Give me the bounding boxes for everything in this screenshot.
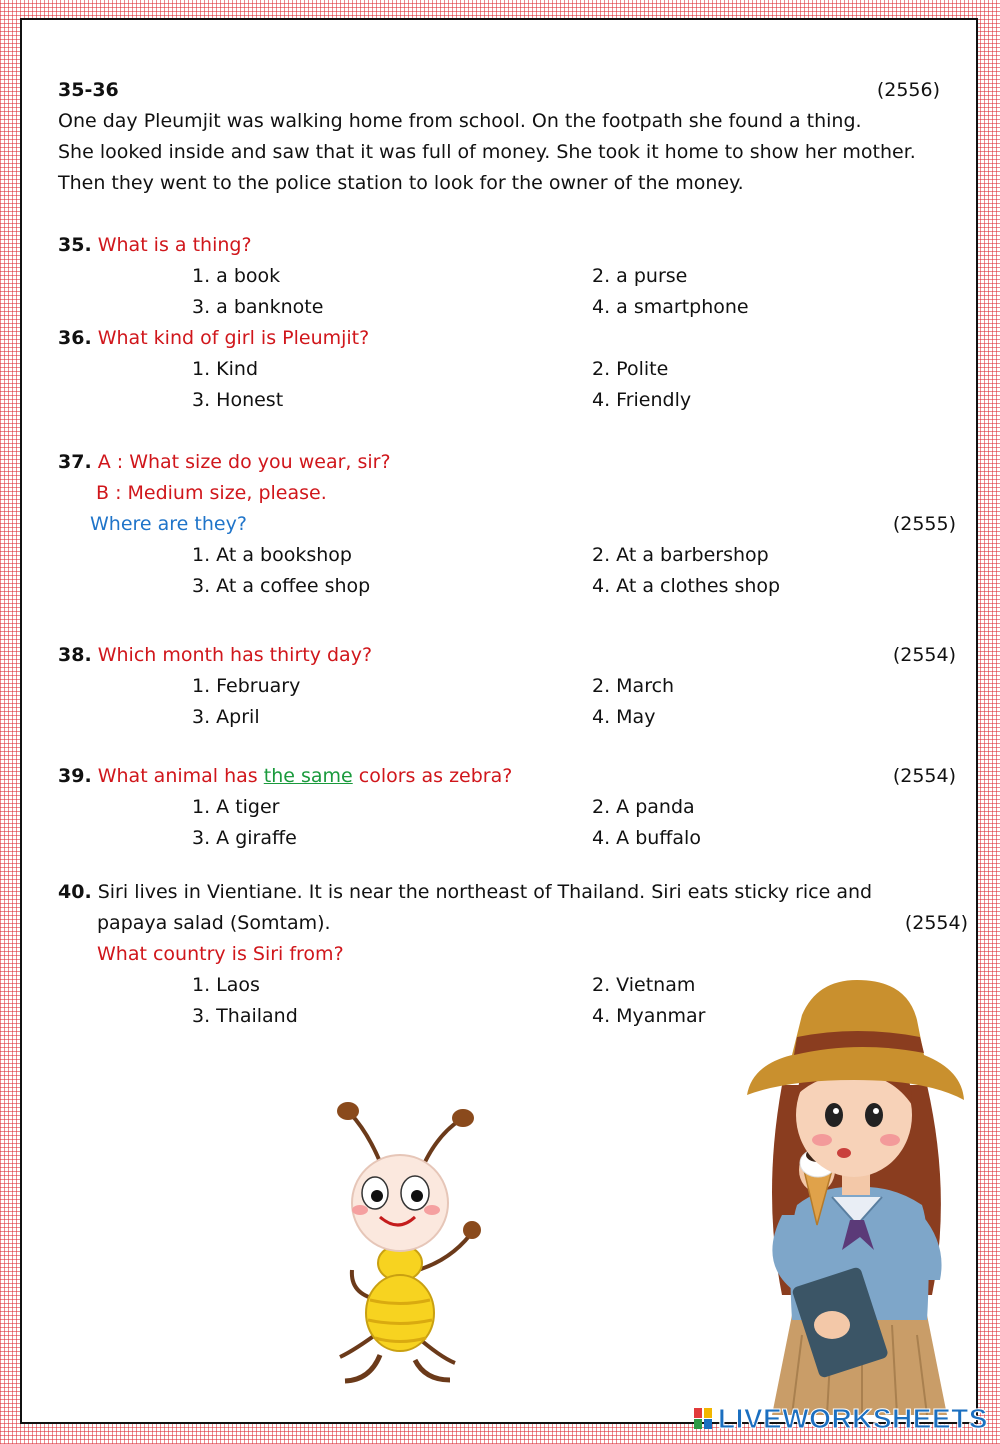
question-text: Which month has thirty day? (97, 644, 373, 666)
option[interactable]: 4. May (592, 706, 656, 728)
option[interactable]: 1. A tiger (192, 796, 280, 818)
question-number: 39. (58, 765, 92, 787)
question-text: What is a thing? (97, 234, 252, 256)
question-text: What animal has (97, 765, 264, 787)
option[interactable]: 3. Thailand (192, 1005, 298, 1027)
question-number: 40. (58, 881, 92, 903)
option[interactable]: 2. Vietnam (592, 974, 696, 996)
girl-illustration (742, 975, 972, 1415)
option[interactable]: 2. At a barbershop (592, 544, 769, 566)
dialogue-line-b: B : Medium size, please. (96, 482, 327, 504)
question-39 (58, 764, 512, 788)
option[interactable]: 3. Honest (192, 389, 284, 411)
question-35 (58, 233, 252, 257)
section-number: 35-36 (58, 79, 119, 101)
question-year: (2554) (892, 644, 956, 666)
question-40 (58, 880, 872, 904)
option[interactable]: 2. a purse (592, 265, 688, 287)
question-number: 35. (58, 234, 92, 256)
watermark-text: LIVEWORKSHEETS (718, 1403, 988, 1434)
option[interactable]: 1. Kind (192, 358, 259, 380)
option[interactable]: 1. Laos (192, 974, 260, 996)
option[interactable]: 3. a banknote (192, 296, 324, 318)
option[interactable]: 4. At a clothes shop (592, 575, 781, 597)
question-year: (2554) (904, 912, 968, 934)
passage-line: One day Pleumjit was walking home from school. On the footpath she found a thing. (58, 110, 862, 132)
option[interactable]: 2. Polite (592, 358, 669, 380)
section-year: (2556) (876, 79, 940, 101)
question-36 (58, 326, 369, 350)
question-year: (2555) (892, 513, 956, 535)
question-text: What country is Siri from? (97, 943, 344, 965)
option[interactable]: 3. April (192, 706, 260, 728)
option[interactable]: 4. Myanmar (592, 1005, 706, 1027)
passage-line: She looked inside and saw that it was full of money. She took it home to show her mother. (58, 141, 916, 163)
option[interactable]: 2. March (592, 675, 675, 697)
passage-line: papaya salad (Somtam). (97, 912, 331, 934)
option[interactable]: 4. Friendly (592, 389, 692, 411)
option[interactable]: 1. a book (192, 265, 281, 287)
passage-line: Then they went to the police station to look for the owner of the money. (58, 172, 744, 194)
option[interactable]: 3. At a coffee shop (192, 575, 371, 597)
question-highlight: the same (263, 765, 353, 787)
dialogue-line-a: A : What size do you wear, sir? (97, 451, 391, 473)
question-year: (2554) (892, 765, 956, 787)
question-number: 36. (58, 327, 92, 349)
option[interactable]: 4. A buffalo (592, 827, 701, 849)
question-text: colors as zebra? (352, 765, 513, 787)
question-text: Where are they? (90, 513, 247, 535)
question-38 (58, 643, 372, 667)
option[interactable]: 2. A panda (592, 796, 695, 818)
question-37 (58, 450, 391, 474)
option[interactable]: 1. February (192, 675, 301, 697)
ant-illustration (320, 1095, 500, 1390)
option[interactable]: 3. A giraffe (192, 827, 297, 849)
liveworksheets-watermark (694, 1404, 988, 1434)
liveworksheets-logo-icon (694, 1408, 714, 1430)
passage-line: Siri lives in Vientiane. It is near the northeast of Thailand. Siri eats sticky rice and (97, 881, 873, 903)
question-number: 37. (58, 451, 92, 473)
question-text: What kind of girl is Pleumjit? (97, 327, 370, 349)
question-number: 38. (58, 644, 92, 666)
option[interactable]: 1. At a bookshop (192, 544, 352, 566)
option[interactable]: 4. a smartphone (592, 296, 749, 318)
